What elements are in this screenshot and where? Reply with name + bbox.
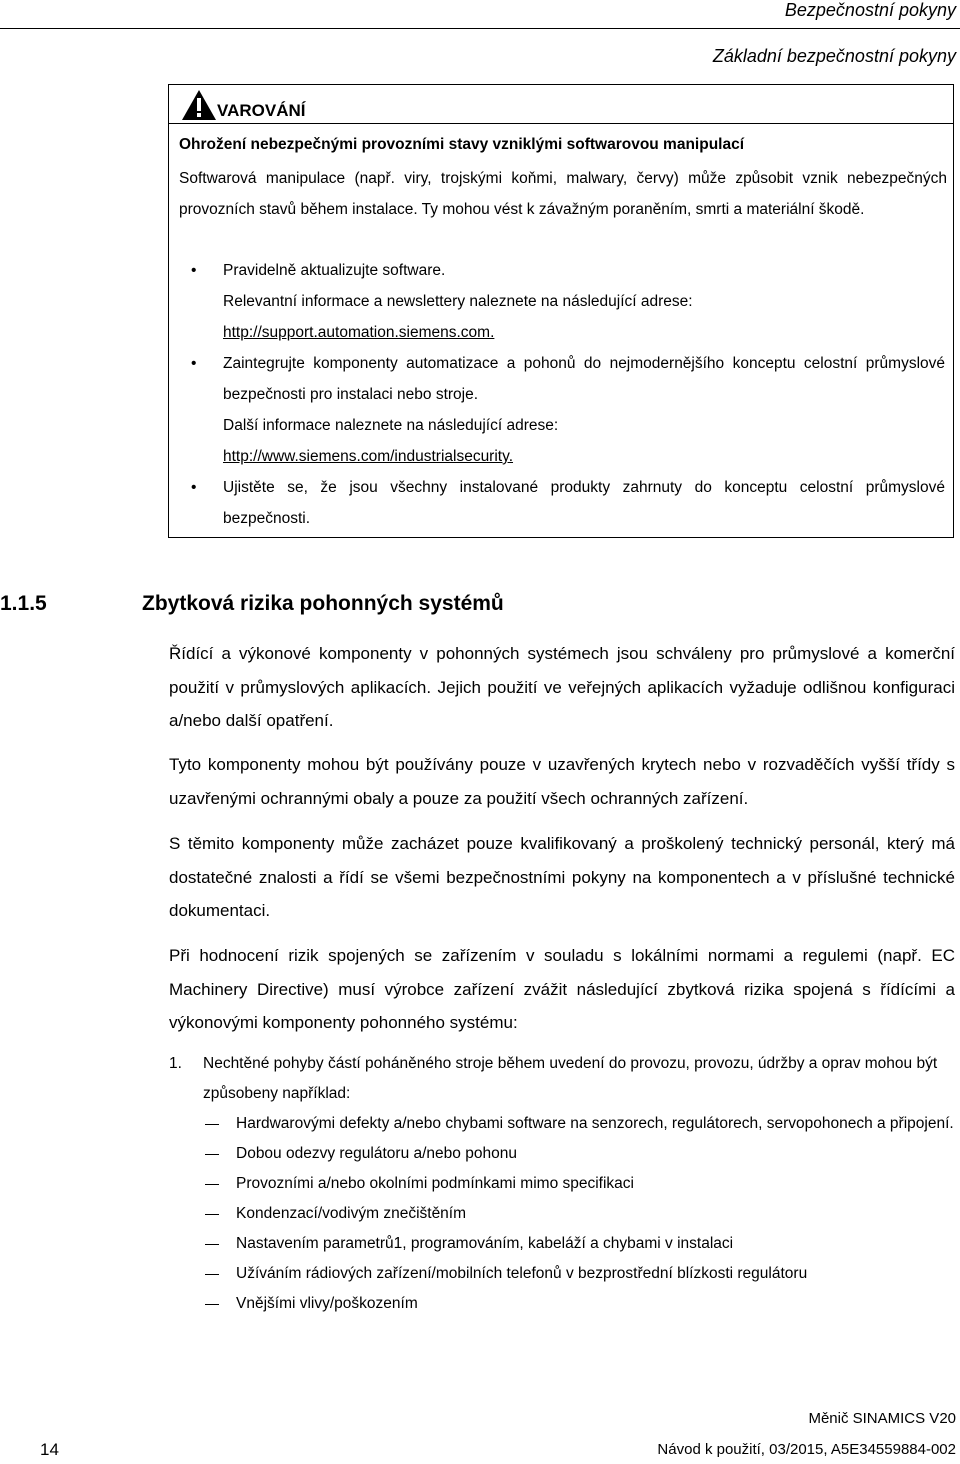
numbered-item-number: 1.	[169, 1055, 182, 1072]
section-title: Zbytková rizika pohonných systémů	[142, 592, 504, 615]
list-item	[169, 1199, 955, 1229]
numbered-item-text: Nechtěné pohyby částí poháněného stroje během uvedení do provozu, provozu, údržby a oprav mohou být způsobeny například:	[203, 1055, 938, 1102]
list-item-text: Kondenzací/vodivým znečištěním	[236, 1205, 467, 1222]
list-item	[169, 472, 945, 534]
numbered-item	[169, 1049, 955, 1109]
bullet-icon: •	[191, 262, 197, 279]
warning-box	[168, 84, 954, 538]
list-item-text: Dobou odezvy regulátoru a/nebo pohonu	[236, 1145, 517, 1162]
warning-triangle-icon	[181, 89, 217, 121]
warning-text: Softwarová manipulace (např. viry, trojskými koňmi, malwary, červy) může způsobit vznik nebezpečných provozních stavů během instalace. Ty mohou vést k závažným poraněním, smrti a materiální škodě.	[179, 170, 947, 218]
dash-icon	[205, 1274, 219, 1275]
list-item-text: Nastavením parametrů1, programováním, kabeláží a chybami v instalaci	[236, 1235, 734, 1252]
footer-document: Návod k použití, 03/2015, A5E34559884-002	[657, 1441, 956, 1458]
list-item-text: Ujistěte se, že jsou všechny instalované produkty zahrnuty do konceptu celostní průmyslové bezpečnosti.	[223, 479, 945, 527]
dash-icon	[205, 1214, 219, 1215]
support-link[interactable]: http://support.automation.siemens.com.	[223, 324, 495, 341]
page-number: 14	[40, 1440, 59, 1459]
list-item	[169, 255, 945, 348]
list-item	[169, 1259, 955, 1289]
security-link[interactable]: http://www.siemens.com/industrialsecurity.	[223, 448, 514, 465]
list-item-text: Vnějšími vlivy/poškozením	[236, 1295, 418, 1312]
running-header-chapter: Bezpečnostní pokyny	[784, 0, 956, 20]
dash-icon	[205, 1124, 219, 1125]
list-item	[169, 1169, 955, 1199]
dash-icon	[205, 1244, 219, 1245]
list-item-text: Zaintegrujte komponenty automatizace a pohonů do nejmodernějšího konceptu celostní průmyslové bezpečnosti pro instalaci nebo stroje.	[223, 355, 945, 403]
dash-icon	[205, 1304, 219, 1305]
list-item	[169, 1139, 955, 1169]
dash-icon	[205, 1154, 219, 1155]
list-item-subtext: Další informace naleznete na následující adrese:	[223, 417, 559, 434]
warning-divider	[169, 123, 953, 124]
paragraph: Řídící a výkonové komponenty v pohonných systémech jsou schváleny pro průmyslové a komerční použití v průmyslových aplikacích. Jejich použití ve veřejných aplikacích vyžaduje odlišnou konfiguraci a/nebo další opatření.	[169, 644, 955, 730]
paragraph: Tyto komponenty mohou být používány pouze v uzavřených krytech nebo v rozvaděčích vyšší třídy s uzavřenými ochrannými obaly a pouze za použití všech ochranných zařízení.	[169, 755, 955, 808]
warning-header	[181, 89, 305, 121]
list-item-text: Hardwarovými defekty a/nebo chybami software na senzorech, regulátorech, servopohonech a připojení.	[236, 1115, 954, 1132]
list-item	[169, 1229, 955, 1259]
header-rule	[0, 28, 960, 29]
warning-hazard: Ohrožení nebezpečnými provozními stavy vzniklými softwarovou manipulací	[179, 136, 745, 153]
footer-product: Měnič SINAMICS V20	[808, 1410, 956, 1427]
list-item-subtext: Relevantní informace a newslettery naleznete na následující adrese:	[223, 293, 693, 310]
warning-title: VAROVÁNÍ	[217, 101, 306, 120]
list-item-text: Užíváním rádiových zařízení/mobilních telefonů v bezprostřední blízkosti regulátoru	[236, 1265, 808, 1282]
paragraph: Při hodnocení rizik spojených se zařízením v souladu s lokálními normami a regulemi (např. EC Machinery Directive) musí výrobce zařízení zvážit následující zbytková rizika spojená s řídícími a výkonovými komponenty pohonného systému:	[169, 946, 955, 1032]
running-header-section: Základní bezpečnostní pokyny	[712, 46, 956, 66]
list-item-text: Pravidelně aktualizujte software.	[223, 262, 446, 279]
list-item	[169, 1289, 955, 1319]
list-item	[169, 348, 945, 472]
list-item	[169, 1109, 955, 1139]
warning-list	[169, 255, 955, 534]
dash-list	[169, 1109, 955, 1319]
bullet-icon: •	[191, 355, 197, 372]
section-number: 1.1.5	[0, 592, 47, 615]
list-item-text: Provozními a/nebo okolními podmínkami mimo specifikaci	[236, 1175, 634, 1192]
dash-icon	[205, 1184, 219, 1185]
bullet-icon: •	[191, 479, 197, 496]
paragraph: S těmito komponenty může zacházet pouze kvalifikovaný a proškolený technický personál, který má dostatečné znalosti a řídí se všemi bezpečnostními pokyny na komponentech a v příslušné technické dokumentaci.	[169, 834, 955, 920]
